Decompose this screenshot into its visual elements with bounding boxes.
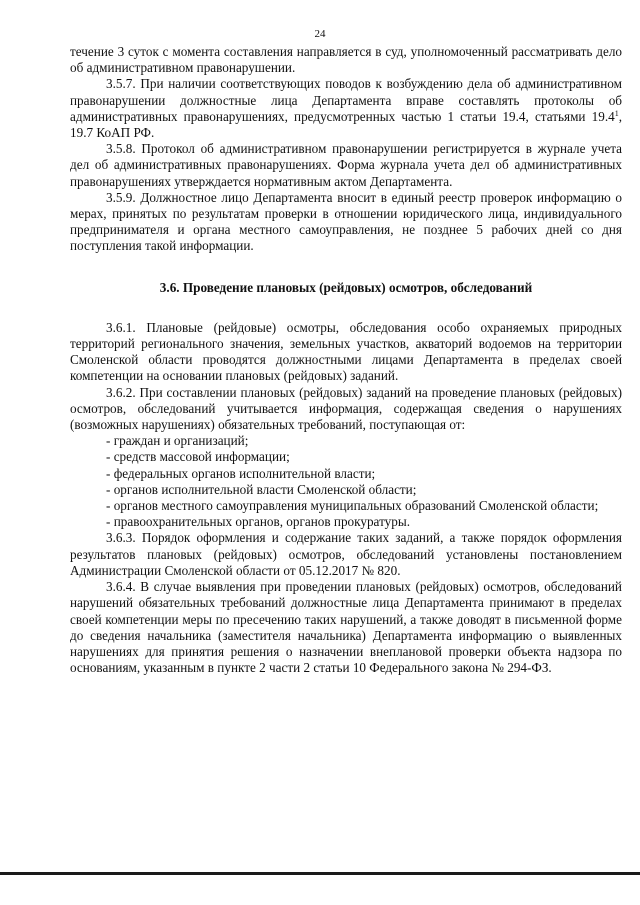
paragraph-3-5-7-text: 3.5.7. При наличии соответствующих поводов к возбуждению дела об административном правонарушении должностные лица Департамента вправе составлять протоколы об административных правонарушениях, предусмотренных частью 1 статьи 19.4, статьями 19.4 xyxy=(70,76,622,124)
paragraph-3-5-7-tail: , 19.7 КоАП РФ. xyxy=(70,108,622,141)
paragraph-3-6-3: 3.6.3. Порядок оформления и содержание таких заданий, а также порядок оформления результатов плановых (рейдовых) осмотров, обследований установлены постановлением Администрации Смоленской области от 05.12.2017 № 820. xyxy=(70,530,622,578)
paragraph-3-6-4: 3.6.4. В случае выявления при проведении плановых (рейдовых) осмотров, обследований нарушений обязательных требований должностные лица Департамента принимают в пределах своей компетенции меры по пресечению таких нарушений, а также доводят в письменной форме до сведения начальника (заместителя начальника) Департамента информацию о выявленных нарушениях для принятия решения о назначении внеплановой проверки объекта надзора по основаниям, указанным в пункте 2 части 2 статьи 10 Федерального закона № 294-ФЗ. xyxy=(70,579,622,676)
list-item: - органов исполнительной власти Смоленской области; xyxy=(106,481,417,497)
list-item: - органов местного самоуправления муниципальных образований Смоленской области; xyxy=(106,498,599,514)
page-number: 24 xyxy=(314,28,326,40)
document-body xyxy=(70,44,622,676)
list-item: - правоохранительных органов, органов прокуратуры. xyxy=(106,514,411,530)
superscript-1: 1 xyxy=(614,108,619,118)
paragraph-3-5-9: 3.5.9. Должностное лицо Департамента вносит в единый реестр проверок информацию о мерах, принятых по результатам проверки в отношении юридического лица, индивидуального предпринимателя и органа местного самоуправления, не позднее 5 рабочих дней со дня поступления такой информации. xyxy=(70,189,622,254)
paragraph-3-5-7 xyxy=(70,76,622,141)
paragraph-3-6-1: 3.6.1. Плановые (рейдовые) осмотры, обследования особо охраняемых природных территорий регионального значения, земельных участков, акваторий водоемов на территории Смоленской области проводятся должностными лицами Департамента в пределах своей компетенции на основании плановых (рейдовых) заданий. xyxy=(70,319,622,384)
bottom-rule xyxy=(0,872,640,875)
section-heading: 3.6. Проведение плановых (рейдовых) осмотров, обследований xyxy=(159,279,533,295)
paragraph-continuation: течение 3 суток с момента составления направляется в суд, уполномоченный рассматривать дело об административном правонарушении. xyxy=(70,44,622,76)
list-item: - граждан и организаций; xyxy=(106,433,249,449)
paragraph-3-6-2: 3.6.2. При составлении плановых (рейдовых) заданий на проведение плановых (рейдовых) осмотров, обследований учитывается информация, содержащая сведения о нарушениях (возможных нарушениях) обязательных требований, поступающая от: xyxy=(70,384,622,433)
list-item: - средств массовой информации; xyxy=(106,449,290,465)
list-item: - федеральных органов исполнительной власти; xyxy=(106,465,376,481)
paragraph-3-5-8: 3.5.8. Протокол об административном правонарушении регистрируется в журнале учета дел об административных правонарушениях. Форма журнала учета дел об административных правонарушениях утверждается нормативным актом Департамента. xyxy=(70,141,622,189)
